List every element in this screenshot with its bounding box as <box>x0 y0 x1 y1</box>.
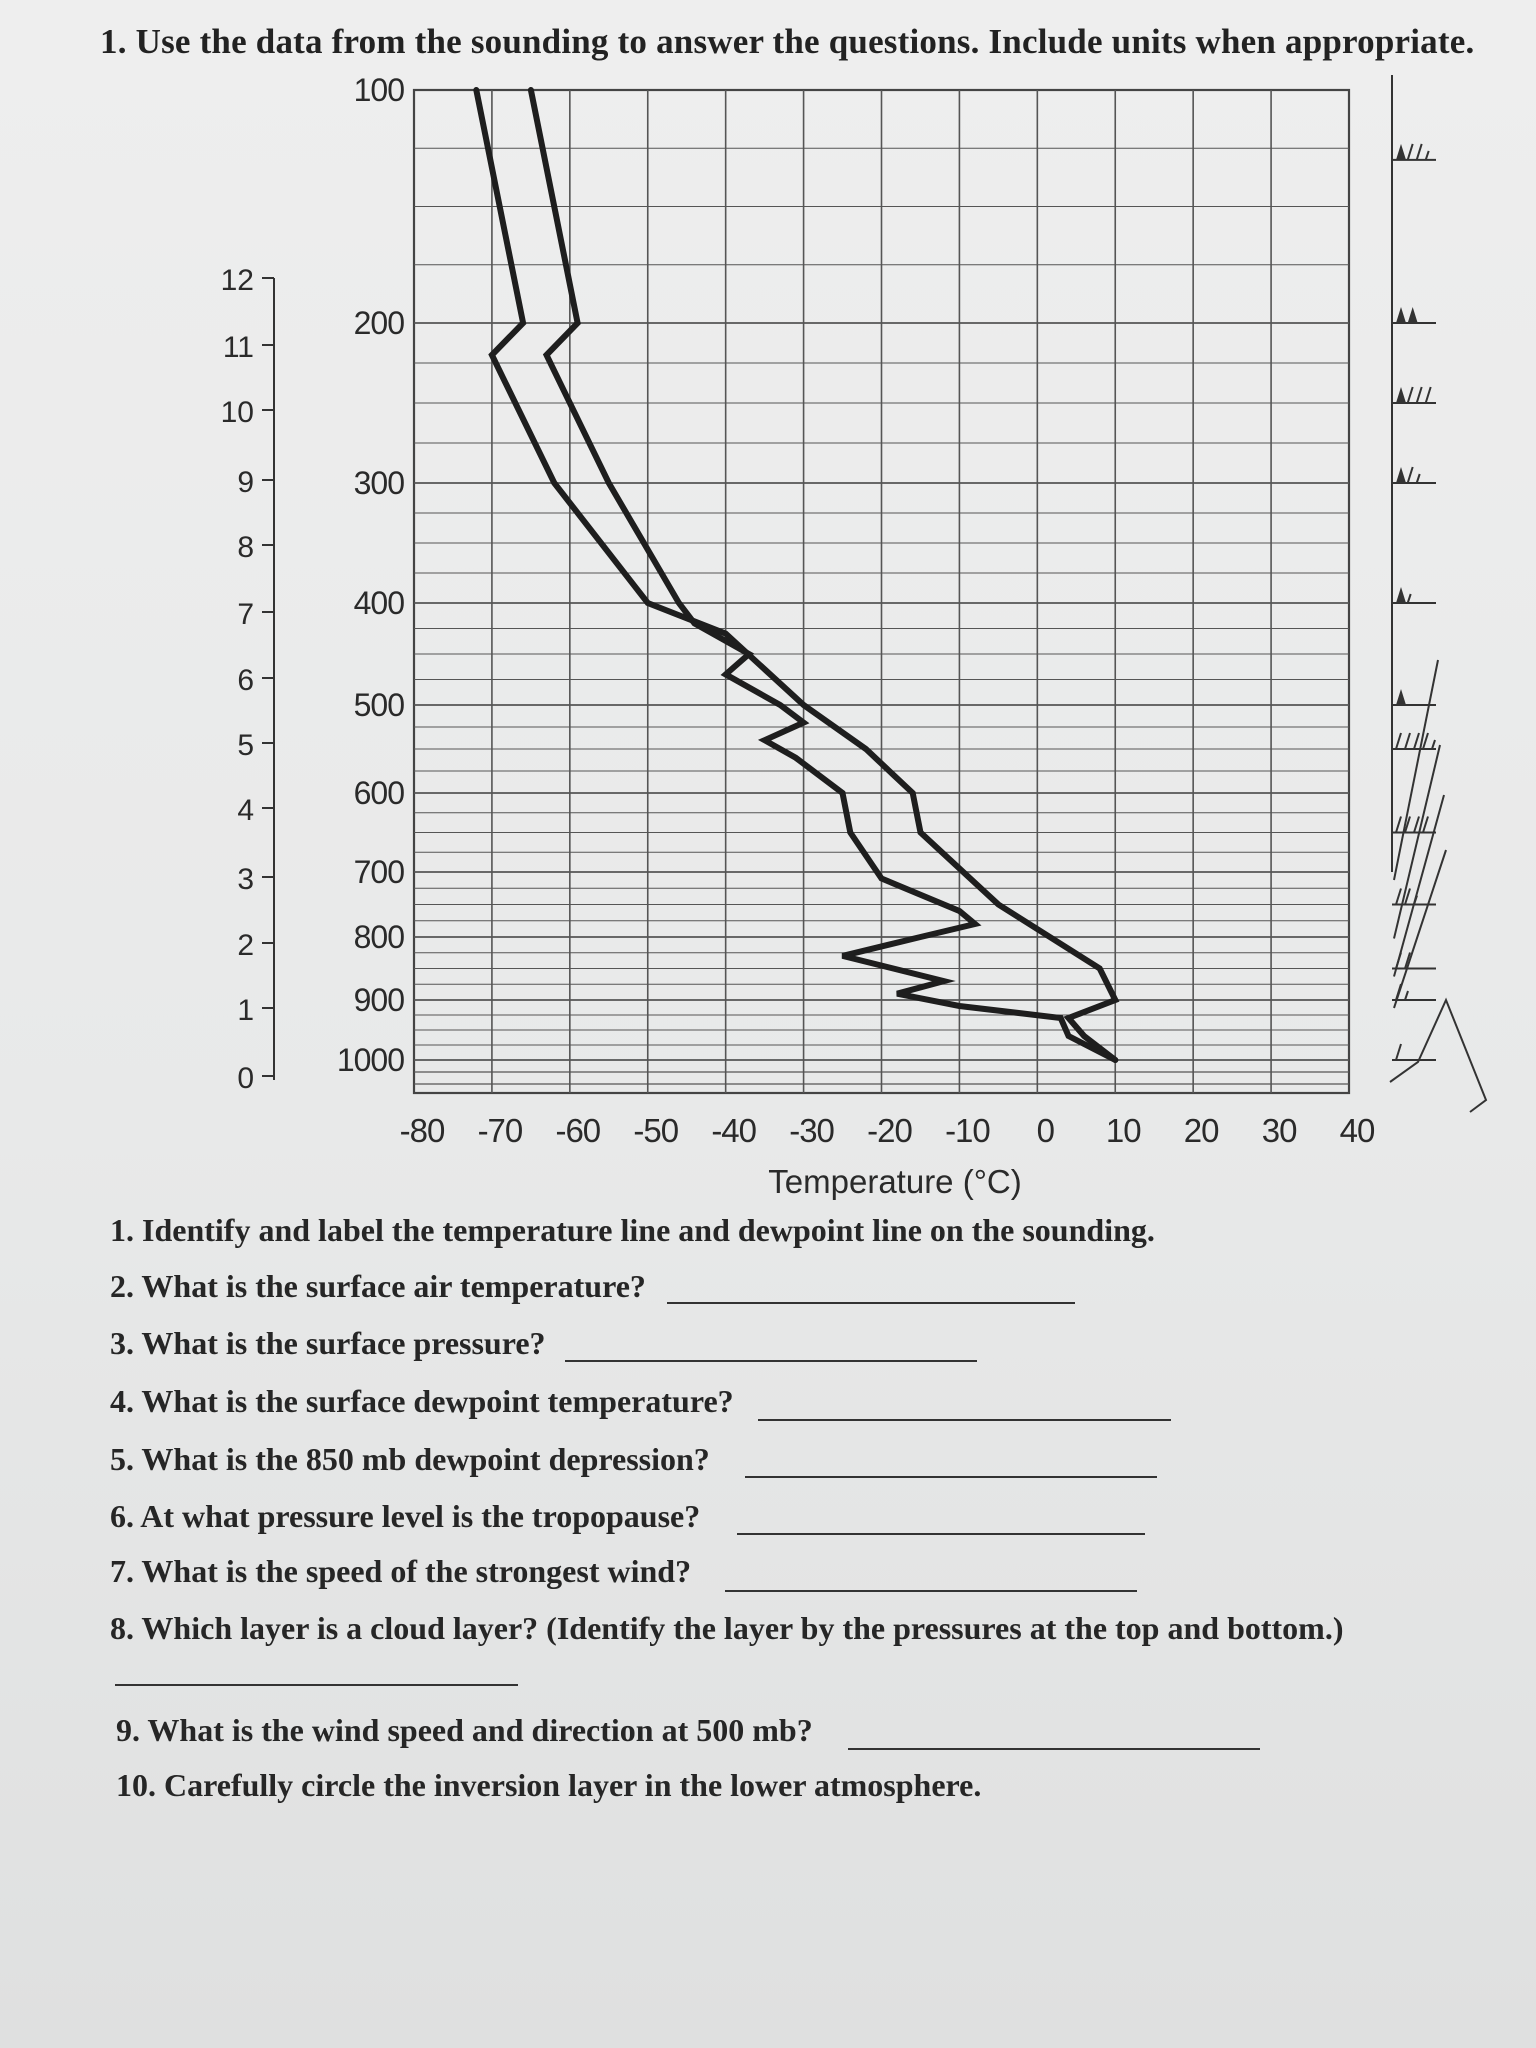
wind-barb-feather <box>1408 387 1413 403</box>
wind-barb-half-feather <box>1432 740 1435 749</box>
wind-barb <box>1392 467 1436 483</box>
pressure-tick-label: 900 <box>353 982 404 1018</box>
height-tick-label: 0 <box>237 1062 254 1095</box>
wind-barb-flag <box>1408 307 1418 323</box>
pressure-tick-label: 700 <box>353 854 404 890</box>
wind-barb-half-feather <box>1405 991 1408 1000</box>
temperature-tick-label: 30 <box>1261 1112 1297 1149</box>
height-tick-label: 10 <box>220 396 254 429</box>
wind-barb-feather <box>1405 733 1410 749</box>
question-2: 2. What is the surface air temperature? <box>110 1268 646 1304</box>
height-tick-label: 1 <box>237 994 254 1027</box>
temperature-tick-label: -60 <box>555 1112 601 1149</box>
wind-barb-feather <box>1396 1044 1401 1060</box>
wind-barb-feather <box>1414 817 1419 833</box>
temperature-line <box>476 90 1115 1060</box>
wind-barb-half-feather <box>1408 594 1411 603</box>
pressure-tick-label: 600 <box>353 775 404 811</box>
question-1: 1. Identify and label the temperature line and dewpoint line on the sounding. <box>110 1212 1155 1248</box>
question-8: 8. Which layer is a cloud layer? (Identify the layer by the pressures at the top and bottom.) <box>110 1610 1344 1646</box>
height-tick-label: 2 <box>237 929 254 962</box>
wind-barb <box>1392 1044 1436 1060</box>
answer-blank-8[interactable] <box>115 1682 518 1686</box>
answer-blank-6[interactable] <box>737 1531 1145 1535</box>
temperature-tick-label: -10 <box>945 1112 990 1149</box>
worksheet-heading: 1. Use the data from the sounding to answer the questions. Include units when appropriate. <box>100 22 1475 61</box>
wind-barb-feather <box>1417 387 1422 403</box>
wind-barb-feather <box>1408 144 1413 160</box>
pressure-tick-label: 100 <box>353 72 404 108</box>
wind-barb-feather <box>1426 387 1431 403</box>
question-4: 4. What is the surface dewpoint temperature? <box>110 1383 734 1419</box>
pressure-tick-label: 800 <box>353 919 404 955</box>
height-tick-label: 3 <box>237 863 254 896</box>
temperature-tick-label: -70 <box>477 1112 523 1149</box>
wind-barb-feather <box>1408 467 1413 483</box>
question-6: 6. At what pressure level is the tropopause? <box>110 1498 701 1534</box>
wind-barb-diagonal <box>1394 850 1446 1008</box>
surface-wind-barb <box>1390 1000 1486 1112</box>
answer-blank-4[interactable] <box>758 1417 1171 1421</box>
wind-barbs <box>1390 75 1486 1112</box>
wind-barb-feather <box>1414 733 1419 749</box>
question-7: 7. What is the speed of the strongest wind? <box>110 1553 692 1589</box>
wind-barb-feather <box>1417 144 1422 160</box>
wind-barb-half-feather <box>1417 474 1420 483</box>
height-tick-label: 11 <box>222 331 254 364</box>
pressure-tick-label: 1000 <box>336 1042 404 1078</box>
wind-barb-feather <box>1396 817 1401 833</box>
pressure-tick-label: 300 <box>353 465 404 501</box>
height-tick-label: 12 <box>220 264 254 297</box>
height-tick-label: 6 <box>237 664 254 697</box>
wind-barb-feather <box>1423 817 1428 833</box>
wind-barb <box>1392 587 1436 603</box>
sounding-lines <box>476 90 1115 1060</box>
temperature-tick-label: 40 <box>1339 1112 1375 1149</box>
wind-barb-flag <box>1396 689 1406 705</box>
answer-blank-9[interactable] <box>848 1746 1260 1750</box>
temperature-tick-label: -80 <box>399 1112 445 1149</box>
wind-barb <box>1392 733 1436 749</box>
wind-barb <box>1392 817 1436 833</box>
temperature-tick-label: -40 <box>711 1112 757 1149</box>
question-5: 5. What is the 850 mb dewpoint depression? <box>110 1441 710 1477</box>
temperature-axis <box>400 1112 1375 1149</box>
height-tick-label: 9 <box>237 466 254 499</box>
wind-barb-half-feather <box>1426 151 1429 160</box>
pressure-axis <box>337 72 404 1078</box>
wind-barb-flag <box>1396 467 1406 483</box>
answer-blank-2[interactable] <box>667 1300 1075 1304</box>
answer-blank-7[interactable] <box>725 1588 1137 1592</box>
wind-barb <box>1392 387 1436 403</box>
x-axis-label: Temperature (°C) <box>768 1163 1022 1200</box>
dewpoint-line <box>531 90 1115 1060</box>
wind-barb <box>1392 307 1436 323</box>
question-3: 3. What is the surface pressure? <box>110 1325 546 1361</box>
wind-barb-flag <box>1396 587 1406 603</box>
height-tick-label: 8 <box>237 531 254 564</box>
temperature-tick-label: -30 <box>789 1112 834 1149</box>
temperature-tick-label: -20 <box>867 1112 912 1149</box>
pressure-tick-label: 500 <box>353 687 404 723</box>
answer-blank-3[interactable] <box>565 1358 977 1362</box>
height-tick-label: 5 <box>237 729 254 762</box>
wind-barb-flag <box>1396 307 1406 323</box>
temperature-tick-label: 10 <box>1105 1112 1141 1149</box>
question-9: 9. What is the wind speed and direction at 500 mb? <box>116 1712 813 1748</box>
wind-barb-flag <box>1396 144 1406 160</box>
chart-grid <box>414 90 1349 1093</box>
wind-barb-flag <box>1396 387 1406 403</box>
pressure-tick-label: 400 <box>353 585 404 621</box>
wind-barb-feather <box>1396 733 1401 749</box>
temperature-tick-label: 20 <box>1183 1112 1219 1149</box>
wind-barb-diagonal <box>1394 795 1444 977</box>
temperature-tick-label: 0 <box>1036 1112 1055 1149</box>
wind-barb <box>1392 144 1436 160</box>
wind-barb-feather <box>1396 889 1401 905</box>
answer-blank-5[interactable] <box>745 1474 1157 1478</box>
temperature-tick-label: -50 <box>633 1112 679 1149</box>
height-tick-label: 4 <box>237 794 254 827</box>
pressure-tick-label: 200 <box>353 305 404 341</box>
height-axis <box>221 264 274 1095</box>
question-10: 10. Carefully circle the inversion layer in the lower atmosphere. <box>116 1767 982 1803</box>
height-tick-label: 7 <box>237 598 254 631</box>
